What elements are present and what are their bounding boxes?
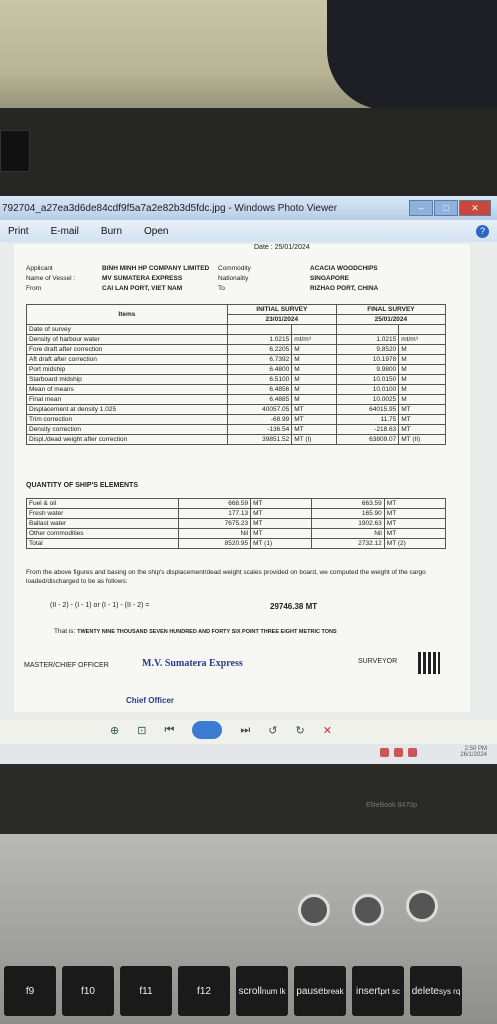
initial-unit: MT (251, 519, 312, 529)
final-value: Nil (312, 529, 385, 539)
title-bar (0, 196, 497, 220)
final-unit: MT (II) (399, 435, 446, 445)
initial-value: 6.7392 (227, 355, 291, 365)
rotate-right-icon[interactable]: ↻ (295, 724, 305, 737)
applicant-label: Applicant (26, 265, 53, 272)
to-value: RIZHAO PORT, CHINA (310, 285, 379, 292)
date-row: Date : 25/01/2024 (254, 244, 310, 251)
final-unit: M (399, 355, 446, 365)
from-value: CAI LAN PORT, VIET NAM (102, 285, 183, 292)
window-title: 792704_a27ea3d6de84cdf9f5a7a2e82b3d5fdc.jpg - Windows Photo Viewer (2, 202, 338, 214)
final-unit: MT (384, 509, 445, 519)
row-item: Fresh water (27, 509, 179, 519)
initial-unit: MT (292, 405, 337, 415)
initial-date: 23/01/2024 (227, 315, 336, 325)
initial-unit: M (292, 395, 337, 405)
to-label: To (218, 285, 225, 292)
table-row (27, 325, 446, 335)
table-row (27, 519, 446, 529)
words-value: TWENTY NINE THOUSAND SEVEN HUNDRED AND FORTY SIX POINT THREE EIGHT METRIC TONS (77, 629, 337, 635)
key-f9[interactable] (4, 966, 56, 1016)
final-unit: MT (384, 529, 445, 539)
row-item: Fuel & oil (27, 499, 179, 509)
previous-icon[interactable]: ⏮ (164, 723, 175, 736)
final-unit: MT (399, 415, 446, 425)
nationality-value: SINGAPORE (310, 275, 350, 282)
initial-value: 6.2205 (227, 345, 291, 355)
amount-in-words (54, 628, 337, 635)
menu-bar (0, 220, 497, 243)
key-sublabel: num lk (261, 986, 286, 996)
background-wall (0, 0, 497, 120)
initial-value: 668.59 (178, 499, 251, 509)
row-item: Trim correction (27, 415, 228, 425)
final-unit: M (399, 365, 446, 375)
formula (50, 602, 318, 611)
final-unit: M (399, 395, 446, 405)
that-is-label: That is: (54, 628, 76, 635)
initial-unit: MT (292, 415, 337, 425)
initial-unit: MT (1) (251, 539, 312, 549)
applicant-value: BINH MINH HP COMPANY LIMITED (102, 265, 210, 272)
initial-value: Nil (178, 529, 251, 539)
initial-unit: M (292, 385, 337, 395)
final-unit: MT (2) (384, 539, 445, 549)
key-insert[interactable] (352, 966, 404, 1016)
clock-time: 2:50 PM (464, 746, 487, 752)
final-value: 63809.07 (336, 435, 398, 445)
final-value: 165.90 (312, 509, 385, 519)
table-row (27, 355, 446, 365)
vessel-label: Name of Vessel : (26, 275, 76, 282)
initial-unit: mt/m³ (292, 335, 337, 345)
final-value: 1902.63 (312, 519, 385, 529)
viewer-toolbar (0, 716, 497, 744)
cargo-result: 29746.38 MT (270, 602, 318, 611)
final-unit: M (399, 375, 446, 385)
function-keys (0, 966, 497, 1024)
key-scroll[interactable] (236, 966, 288, 1016)
survey-document (14, 244, 470, 712)
slideshow-button[interactable] (192, 721, 222, 739)
vessel-stamp: M.V. Sumatera Express (142, 658, 243, 669)
row-item: Other commodities (27, 529, 179, 539)
key-pause[interactable] (294, 966, 346, 1016)
key-label: insert (355, 985, 381, 997)
menu-email[interactable]: E-mail (50, 225, 79, 237)
initial-value: 6.4885 (227, 395, 291, 405)
qr-code-icon (418, 652, 440, 674)
zoom-icon[interactable]: ⊕ (110, 724, 120, 737)
initial-value: 39851.52 (227, 435, 291, 445)
help-icon[interactable]: ? (476, 225, 489, 238)
key-f12[interactable] (178, 966, 230, 1016)
table-row (27, 385, 446, 395)
final-unit: M (399, 345, 446, 355)
row-item: Density of harbour water (27, 335, 228, 345)
key-sublabel: sys rq (438, 986, 461, 996)
final-value: 64015.95 (336, 405, 398, 415)
final-value: 10.0150 (336, 375, 398, 385)
final-value: 663.59 (312, 499, 385, 509)
final-value: 9.9800 (336, 365, 398, 375)
row-item: Port midship (27, 365, 228, 375)
row-item: Aft draft after correction (27, 355, 228, 365)
clock-date: 26/1/2024 (460, 752, 487, 758)
final-value: 10.0025 (336, 395, 398, 405)
taskbar (0, 744, 497, 764)
vessel-value: MV SUMATERA EXPRESS (102, 275, 183, 282)
row-item: Final mean (27, 395, 228, 405)
signature-block (24, 656, 464, 706)
from-label: From (26, 285, 42, 292)
initial-value: -68.99 (227, 415, 291, 425)
date-value: 25/01/2024 (274, 244, 310, 251)
initial-unit: M (292, 365, 337, 375)
table-row (27, 345, 446, 355)
surveyor-label: SURVEYOR (358, 658, 398, 665)
screen-bezel-bottom (0, 764, 497, 834)
volume-mute-button[interactable] (298, 894, 330, 926)
key-delete[interactable] (410, 966, 462, 1016)
initial-value (227, 325, 291, 335)
key-label: f11 (139, 985, 153, 997)
tray-icon[interactable] (408, 748, 417, 757)
table-row (27, 415, 446, 425)
final-unit: MT (384, 519, 445, 529)
laptop-brand: EliteBook 8470p (366, 802, 417, 809)
col-initial: INITIAL SURVEY (227, 305, 336, 315)
final-value (336, 325, 398, 335)
table-row (27, 435, 446, 445)
image-viewport (0, 242, 497, 720)
initial-value: 40057.05 (227, 405, 291, 415)
master-label: MASTER/CHIEF OFFICER (24, 662, 109, 669)
initial-unit: MT (I) (292, 435, 337, 445)
ship-elements-table (26, 498, 446, 549)
final-date: 25/01/2024 (336, 315, 445, 325)
commodity-label: Commodity (218, 265, 251, 272)
table-row (27, 395, 446, 405)
next-icon[interactable]: ⏭ (240, 723, 251, 736)
row-item: Fore draft after correction (27, 345, 228, 355)
photo-viewer-window (0, 196, 497, 764)
minimize-button[interactable]: – (409, 200, 433, 216)
table-row (27, 405, 446, 415)
row-item: Density correction (27, 425, 228, 435)
maximize-button[interactable]: □ (434, 200, 458, 216)
row-item: Total (27, 539, 179, 549)
final-unit: mt/m³ (399, 335, 446, 345)
key-label: pause (296, 985, 324, 997)
initial-unit: M (292, 355, 337, 365)
table-row (27, 539, 446, 549)
volume-up-button[interactable] (406, 890, 438, 922)
draft-survey-table (26, 304, 446, 445)
initial-unit: MT (292, 425, 337, 435)
key-label: scroll (238, 985, 262, 997)
key-label: f12 (197, 985, 211, 997)
row-item: Displacement at density 1.025 (27, 405, 228, 415)
initial-value: 1.0215 (227, 335, 291, 345)
key-f11[interactable] (120, 966, 172, 1016)
final-value: 10.1978 (336, 355, 398, 365)
key-label: f10 (81, 985, 95, 997)
rotate-left-icon[interactable]: ↺ (268, 724, 278, 737)
initial-value: 6.4856 (227, 385, 291, 395)
menu-print[interactable]: Print (8, 225, 29, 237)
key-f10[interactable] (62, 966, 114, 1016)
table-row (27, 365, 446, 375)
final-unit: M (399, 385, 446, 395)
final-value: 2732.12 (312, 539, 385, 549)
col-final: FINAL SURVEY (336, 305, 445, 315)
formula-text: (II - 2) - (I - 1) or (I - 1) - (II - 2) = (50, 602, 150, 609)
key-sublabel: break (323, 986, 344, 996)
table-row (27, 509, 446, 519)
fit-icon[interactable]: ⊡ (137, 724, 147, 737)
initial-unit: MT (251, 529, 312, 539)
initial-unit: MT (251, 499, 312, 509)
table-row (27, 425, 446, 435)
initial-unit: M (292, 345, 337, 355)
initial-unit: MT (251, 509, 312, 519)
row-item: Mean of means (27, 385, 228, 395)
final-value: 1.0215 (336, 335, 398, 345)
initial-value: 177.13 (178, 509, 251, 519)
final-value: 9.8520 (336, 345, 398, 355)
final-unit (399, 325, 446, 335)
keyboard-deck (0, 834, 497, 1024)
nationality-label: Nationality (218, 275, 249, 282)
col-items: Items (27, 305, 228, 325)
elements-title: QUANTITY OF SHIP'S ELEMENTS (26, 482, 138, 489)
initial-unit (292, 325, 337, 335)
final-value: 11.75 (336, 415, 398, 425)
menu-burn[interactable]: Burn (100, 225, 123, 237)
person-shoulder (327, 0, 497, 110)
tray-icon[interactable] (380, 748, 389, 757)
date-label: Date (254, 244, 269, 251)
final-unit: MT (399, 405, 446, 415)
final-unit: MT (384, 499, 445, 509)
volume-down-button[interactable] (352, 894, 384, 926)
key-label: f9 (25, 985, 35, 997)
table-row (27, 375, 446, 385)
table-row (27, 335, 446, 345)
row-item: Starboard midship (27, 375, 228, 385)
taskbar-clock[interactable] (460, 746, 487, 758)
delete-icon[interactable]: ✕ (322, 724, 332, 737)
webcam-icon (0, 130, 30, 172)
initial-value: 8520.95 (178, 539, 251, 549)
key-label: delete (411, 985, 439, 997)
row-item: Date of survey (27, 325, 228, 335)
initial-unit: M (292, 375, 337, 385)
table-row (27, 499, 446, 509)
commodity-value: ACACIA WOODCHIPS (310, 265, 378, 272)
final-value: -218.63 (336, 425, 398, 435)
screen-bezel-top (0, 108, 497, 198)
initial-value: 6.4800 (227, 365, 291, 375)
final-unit: MT (399, 425, 446, 435)
tray-icon[interactable] (394, 748, 403, 757)
close-button[interactable]: ✕ (459, 200, 491, 216)
row-item: Ballast water (27, 519, 179, 529)
final-value: 10.0100 (336, 385, 398, 395)
initial-value: 6.5100 (227, 375, 291, 385)
table-row (27, 529, 446, 539)
initial-value: -136.54 (227, 425, 291, 435)
key-sublabel: prt sc (380, 986, 400, 996)
computation-paragraph: From the above figures and basing on the ship's displacement/dead weight scales provided on board, we computed the weight of the cargo loaded/discharged to be as follows: (26, 569, 426, 585)
menu-open[interactable]: Open (144, 225, 169, 237)
chief-officer-label: Chief Officer (126, 696, 175, 705)
row-item: Displ./dead weight after correction (27, 435, 228, 445)
initial-value: 7675.23 (178, 519, 251, 529)
